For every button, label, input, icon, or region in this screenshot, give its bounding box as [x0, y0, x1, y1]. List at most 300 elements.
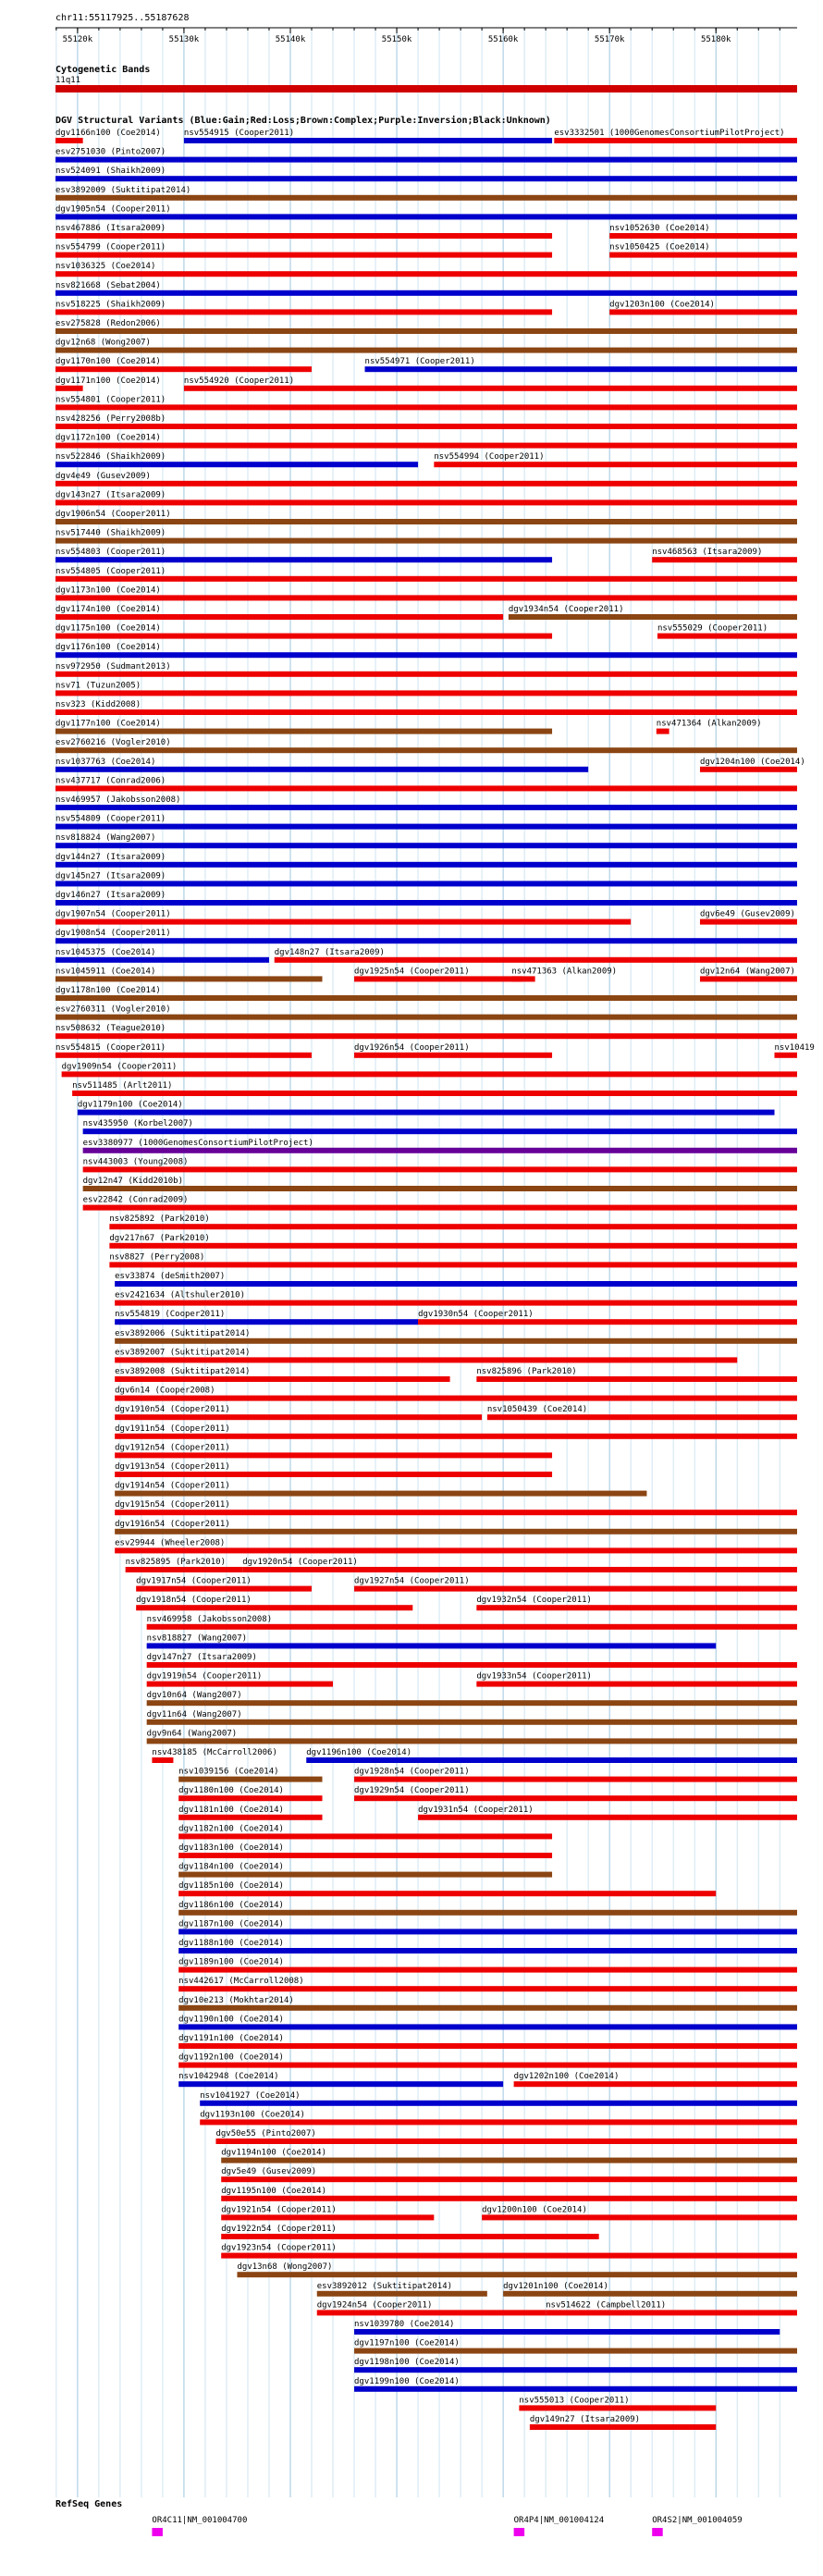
- variant-feature[interactable]: [178, 1996, 797, 2011]
- variant-bar[interactable]: [354, 2367, 797, 2373]
- variant-feature[interactable]: [147, 1653, 797, 1668]
- variant-feature[interactable]: [503, 2282, 797, 2297]
- variant-bar[interactable]: [136, 1605, 412, 1610]
- variant-feature[interactable]: [354, 1043, 552, 1058]
- variant-bar[interactable]: [115, 1472, 552, 1477]
- variant-bar[interactable]: [115, 1300, 797, 1306]
- variant-bar[interactable]: [221, 2253, 797, 2259]
- variant-bar[interactable]: [55, 919, 631, 925]
- variant-bar[interactable]: [55, 785, 797, 791]
- variant-feature[interactable]: [115, 1348, 737, 1362]
- variant-feature[interactable]: [178, 1843, 552, 1858]
- variant-bar[interactable]: [519, 2405, 716, 2410]
- variant-bar[interactable]: [178, 2081, 503, 2087]
- variant-feature[interactable]: [354, 1768, 797, 1782]
- variant-feature[interactable]: [78, 1101, 775, 1115]
- variant-bar[interactable]: [55, 499, 797, 505]
- variant-bar[interactable]: [55, 348, 797, 353]
- variant-bar[interactable]: [609, 309, 797, 314]
- variant-feature[interactable]: [72, 1081, 797, 1096]
- variant-feature[interactable]: [55, 510, 797, 524]
- variant-bar[interactable]: [554, 138, 797, 143]
- variant-feature[interactable]: [482, 2205, 797, 2220]
- variant-feature[interactable]: [178, 1863, 552, 1878]
- variant-feature[interactable]: [221, 2167, 797, 2182]
- variant-feature[interactable]: [55, 414, 797, 429]
- variant-bar[interactable]: [55, 366, 312, 372]
- variant-feature[interactable]: [609, 243, 797, 258]
- variant-feature[interactable]: [221, 2225, 598, 2239]
- variant-bar[interactable]: [55, 271, 797, 277]
- variant-feature[interactable]: [306, 1748, 797, 1763]
- variant-bar[interactable]: [200, 2119, 797, 2125]
- variant-feature[interactable]: [354, 2377, 797, 2392]
- variant-feature[interactable]: [178, 1977, 797, 1991]
- variant-bar[interactable]: [115, 1357, 737, 1362]
- variant-bar[interactable]: [178, 2024, 797, 2029]
- variant-feature[interactable]: [115, 1405, 482, 1420]
- variant-feature[interactable]: [55, 262, 797, 277]
- variant-bar[interactable]: [55, 519, 797, 524]
- variant-bar[interactable]: [609, 253, 797, 258]
- variant-feature[interactable]: [178, 1958, 797, 1973]
- gene-exon[interactable]: [514, 2528, 525, 2536]
- variant-feature[interactable]: [55, 738, 797, 753]
- variant-bar[interactable]: [109, 1224, 797, 1229]
- variant-bar[interactable]: [242, 1567, 797, 1572]
- variant-bar[interactable]: [147, 1738, 797, 1744]
- variant-bar[interactable]: [55, 557, 552, 562]
- variant-bar[interactable]: [476, 1605, 797, 1610]
- variant-feature[interactable]: [55, 129, 161, 143]
- variant-bar[interactable]: [418, 1815, 797, 1820]
- variant-feature[interactable]: [126, 1558, 243, 1572]
- variant-bar[interactable]: [147, 1719, 797, 1725]
- variant-feature[interactable]: [55, 720, 552, 734]
- variant-bar[interactable]: [55, 176, 797, 181]
- variant-bar[interactable]: [83, 1166, 797, 1172]
- variant-feature[interactable]: [55, 452, 418, 467]
- variant-feature[interactable]: [554, 129, 797, 143]
- variant-bar[interactable]: [83, 1148, 797, 1153]
- variant-bar[interactable]: [55, 233, 552, 239]
- variant-feature[interactable]: [55, 166, 797, 181]
- variant-bar[interactable]: [700, 976, 797, 981]
- variant-feature[interactable]: [514, 2072, 797, 2087]
- variant-feature[interactable]: [115, 1462, 552, 1477]
- variant-feature[interactable]: [55, 929, 797, 943]
- cytoband-bar[interactable]: [55, 85, 797, 92]
- variant-feature[interactable]: [55, 300, 552, 314]
- variant-feature[interactable]: [530, 2415, 716, 2430]
- variant-feature[interactable]: [184, 376, 797, 391]
- variant-feature[interactable]: [365, 357, 797, 372]
- variant-bar[interactable]: [509, 614, 797, 620]
- variant-feature[interactable]: [700, 758, 805, 772]
- variant-feature[interactable]: [55, 986, 797, 1001]
- variant-bar[interactable]: [546, 2310, 797, 2315]
- variant-bar[interactable]: [55, 634, 552, 639]
- refseq-gene[interactable]: [652, 2516, 743, 2536]
- variant-feature[interactable]: [178, 2053, 797, 2068]
- variant-feature[interactable]: [519, 2396, 716, 2410]
- variant-bar[interactable]: [55, 404, 797, 410]
- variant-bar[interactable]: [482, 2214, 797, 2220]
- variant-bar[interactable]: [55, 443, 797, 449]
- variant-bar[interactable]: [115, 1376, 449, 1382]
- variant-bar[interactable]: [275, 957, 797, 963]
- variant-feature[interactable]: [55, 585, 797, 600]
- variant-feature[interactable]: [55, 1024, 797, 1039]
- variant-feature[interactable]: [83, 1177, 797, 1191]
- variant-feature[interactable]: [55, 319, 797, 334]
- variant-bar[interactable]: [700, 919, 797, 925]
- variant-feature[interactable]: [55, 490, 797, 505]
- variant-feature[interactable]: [109, 1252, 797, 1267]
- variant-feature[interactable]: [178, 1881, 716, 1896]
- variant-feature[interactable]: [55, 967, 323, 981]
- variant-bar[interactable]: [178, 2005, 797, 2011]
- variant-feature[interactable]: [109, 1214, 797, 1229]
- variant-bar[interactable]: [178, 2043, 797, 2049]
- variant-bar[interactable]: [115, 1319, 418, 1325]
- variant-feature[interactable]: [354, 1786, 797, 1801]
- variant-bar[interactable]: [530, 2424, 716, 2430]
- variant-feature[interactable]: [275, 948, 797, 963]
- variant-feature[interactable]: [242, 1558, 797, 1572]
- variant-bar[interactable]: [354, 1795, 797, 1801]
- variant-bar[interactable]: [354, 976, 535, 981]
- variant-bar[interactable]: [178, 1967, 797, 1973]
- variant-bar[interactable]: [503, 2291, 797, 2297]
- variant-bar[interactable]: [354, 1586, 797, 1592]
- refseq-gene[interactable]: [152, 2516, 247, 2536]
- variant-bar[interactable]: [55, 462, 418, 467]
- variant-bar[interactable]: [55, 157, 797, 163]
- variant-bar[interactable]: [354, 2329, 780, 2335]
- variant-bar[interactable]: [55, 957, 269, 963]
- variant-feature[interactable]: [55, 833, 797, 848]
- variant-feature[interactable]: [55, 700, 797, 715]
- gene-exon[interactable]: [152, 2528, 163, 2536]
- variant-bar[interactable]: [609, 233, 797, 239]
- variant-feature[interactable]: [354, 1577, 797, 1592]
- variant-feature[interactable]: [55, 567, 797, 582]
- variant-bar[interactable]: [55, 576, 797, 582]
- variant-bar[interactable]: [55, 900, 797, 906]
- variant-bar[interactable]: [55, 253, 552, 258]
- variant-bar[interactable]: [55, 214, 797, 219]
- variant-feature[interactable]: [115, 1310, 418, 1325]
- variant-bar[interactable]: [83, 1205, 797, 1211]
- variant-feature[interactable]: [55, 910, 631, 925]
- variant-bar[interactable]: [221, 2196, 797, 2201]
- variant-bar[interactable]: [178, 1891, 716, 1896]
- variant-bar[interactable]: [178, 2063, 797, 2068]
- variant-feature[interactable]: [775, 1043, 815, 1058]
- variant-bar[interactable]: [55, 824, 797, 830]
- variant-feature[interactable]: [55, 795, 797, 810]
- variant-feature[interactable]: [221, 2187, 797, 2201]
- variant-bar[interactable]: [55, 614, 503, 620]
- variant-feature[interactable]: [609, 224, 797, 239]
- variant-bar[interactable]: [55, 1015, 797, 1020]
- variant-bar[interactable]: [115, 1434, 797, 1439]
- variant-feature[interactable]: [55, 529, 797, 544]
- variant-bar[interactable]: [178, 1853, 552, 1858]
- variant-bar[interactable]: [178, 1833, 552, 1839]
- variant-bar[interactable]: [109, 1262, 797, 1267]
- variant-bar[interactable]: [115, 1396, 797, 1401]
- variant-feature[interactable]: [55, 281, 797, 296]
- variant-bar[interactable]: [55, 386, 83, 391]
- variant-bar[interactable]: [476, 1682, 797, 1687]
- variant-bar[interactable]: [514, 2081, 797, 2087]
- variant-feature[interactable]: [83, 1196, 797, 1211]
- variant-bar[interactable]: [317, 2291, 487, 2297]
- variant-bar[interactable]: [115, 1510, 797, 1515]
- variant-feature[interactable]: [178, 1901, 797, 1916]
- variant-feature[interactable]: [546, 2300, 797, 2315]
- variant-feature[interactable]: [147, 1615, 797, 1630]
- variant-bar[interactable]: [115, 1338, 797, 1344]
- variant-bar[interactable]: [55, 538, 797, 544]
- variant-bar[interactable]: [434, 462, 797, 467]
- variant-feature[interactable]: [700, 910, 797, 925]
- variant-bar[interactable]: [55, 690, 797, 696]
- variant-bar[interactable]: [55, 481, 797, 487]
- variant-bar[interactable]: [511, 976, 522, 981]
- variant-feature[interactable]: [354, 967, 535, 981]
- variant-feature[interactable]: [200, 2091, 797, 2106]
- variant-feature[interactable]: [147, 1672, 333, 1687]
- variant-feature[interactable]: [178, 1806, 322, 1820]
- variant-bar[interactable]: [178, 1872, 552, 1878]
- variant-feature[interactable]: [55, 891, 797, 906]
- variant-bar[interactable]: [55, 805, 797, 810]
- variant-bar[interactable]: [221, 2234, 598, 2239]
- variant-feature[interactable]: [55, 871, 797, 886]
- variant-bar[interactable]: [221, 2214, 434, 2220]
- variant-feature[interactable]: [136, 1596, 412, 1610]
- variant-feature[interactable]: [55, 186, 797, 201]
- variant-bar[interactable]: [55, 747, 797, 753]
- variant-feature[interactable]: [115, 1443, 552, 1458]
- variant-bar[interactable]: [365, 366, 797, 372]
- variant-bar[interactable]: [487, 1414, 797, 1420]
- variant-feature[interactable]: [152, 1748, 276, 1763]
- variant-bar[interactable]: [147, 1682, 333, 1687]
- variant-bar[interactable]: [178, 1910, 797, 1916]
- variant-bar[interactable]: [184, 138, 552, 143]
- variant-bar[interactable]: [83, 1128, 797, 1134]
- variant-feature[interactable]: [178, 1768, 322, 1782]
- variant-bar[interactable]: [55, 1053, 312, 1058]
- variant-feature[interactable]: [83, 1139, 797, 1153]
- variant-bar[interactable]: [775, 1053, 797, 1058]
- variant-bar[interactable]: [178, 1815, 322, 1820]
- variant-feature[interactable]: [221, 2244, 797, 2259]
- variant-bar[interactable]: [55, 1033, 797, 1039]
- variant-bar[interactable]: [55, 595, 797, 600]
- variant-feature[interactable]: [55, 853, 797, 868]
- variant-bar[interactable]: [55, 862, 797, 868]
- variant-feature[interactable]: [55, 776, 797, 791]
- variant-feature[interactable]: [147, 1691, 797, 1706]
- variant-bar[interactable]: [221, 2158, 797, 2163]
- variant-bar[interactable]: [55, 672, 797, 677]
- variant-feature[interactable]: [178, 1786, 322, 1801]
- variant-bar[interactable]: [652, 557, 797, 562]
- variant-feature[interactable]: [136, 1577, 312, 1592]
- variant-bar[interactable]: [55, 976, 323, 981]
- variant-feature[interactable]: [55, 605, 503, 620]
- variant-bar[interactable]: [62, 1071, 797, 1077]
- variant-bar[interactable]: [55, 290, 797, 296]
- variant-feature[interactable]: [55, 662, 797, 677]
- variant-feature[interactable]: [83, 1157, 797, 1172]
- variant-feature[interactable]: [55, 681, 797, 696]
- variant-bar[interactable]: [147, 1643, 717, 1648]
- variant-bar[interactable]: [184, 386, 797, 391]
- variant-feature[interactable]: [418, 1806, 797, 1820]
- variant-feature[interactable]: [221, 2205, 434, 2220]
- variant-bar[interactable]: [152, 1757, 173, 1763]
- variant-feature[interactable]: [652, 548, 797, 562]
- variant-feature[interactable]: [55, 643, 797, 658]
- variant-bar[interactable]: [55, 767, 588, 772]
- variant-feature[interactable]: [147, 1729, 797, 1744]
- variant-bar[interactable]: [200, 2101, 797, 2106]
- variant-feature[interactable]: [55, 395, 797, 410]
- variant-feature[interactable]: [657, 624, 797, 639]
- refseq-gene[interactable]: [514, 2516, 605, 2536]
- variant-bar[interactable]: [178, 1929, 797, 1934]
- variant-feature[interactable]: [115, 1367, 449, 1382]
- variant-bar[interactable]: [178, 1986, 797, 1991]
- variant-bar[interactable]: [115, 1547, 797, 1553]
- variant-bar[interactable]: [115, 1529, 797, 1535]
- variant-bar[interactable]: [115, 1414, 482, 1420]
- variant-feature[interactable]: [83, 1119, 797, 1134]
- variant-bar[interactable]: [126, 1567, 243, 1572]
- variant-bar[interactable]: [657, 634, 797, 639]
- variant-feature[interactable]: [476, 1367, 797, 1382]
- variant-feature[interactable]: [215, 2129, 797, 2144]
- variant-bar[interactable]: [55, 652, 797, 658]
- variant-bar[interactable]: [55, 709, 797, 715]
- variant-bar[interactable]: [136, 1586, 312, 1592]
- variant-bar[interactable]: [115, 1452, 552, 1458]
- variant-feature[interactable]: [55, 815, 797, 830]
- variant-feature[interactable]: [55, 148, 797, 163]
- variant-feature[interactable]: [657, 720, 762, 734]
- variant-feature[interactable]: [317, 2282, 487, 2297]
- variant-feature[interactable]: [354, 2339, 797, 2354]
- variant-feature[interactable]: [317, 2300, 546, 2315]
- variant-feature[interactable]: [55, 339, 797, 353]
- variant-bar[interactable]: [55, 843, 797, 848]
- variant-bar[interactable]: [354, 2386, 797, 2392]
- variant-bar[interactable]: [55, 938, 797, 943]
- variant-bar[interactable]: [354, 1053, 552, 1058]
- variant-bar[interactable]: [354, 2348, 797, 2354]
- variant-bar[interactable]: [317, 2310, 546, 2315]
- variant-feature[interactable]: [418, 1310, 797, 1325]
- variant-bar[interactable]: [83, 1186, 797, 1191]
- variant-feature[interactable]: [509, 605, 797, 620]
- variant-bar[interactable]: [657, 729, 669, 734]
- variant-bar[interactable]: [55, 424, 797, 429]
- variant-feature[interactable]: [178, 2015, 797, 2029]
- variant-feature[interactable]: [609, 300, 797, 314]
- variant-bar[interactable]: [237, 2272, 797, 2277]
- variant-feature[interactable]: [55, 548, 552, 562]
- variant-bar[interactable]: [476, 1376, 797, 1382]
- variant-bar[interactable]: [55, 995, 797, 1001]
- variant-bar[interactable]: [306, 1757, 797, 1763]
- variant-feature[interactable]: [487, 1405, 797, 1420]
- variant-feature[interactable]: [700, 967, 797, 981]
- variant-feature[interactable]: [55, 1005, 797, 1020]
- variant-bar[interactable]: [147, 1624, 797, 1630]
- variant-feature[interactable]: [55, 224, 552, 239]
- variant-bar[interactable]: [55, 729, 552, 734]
- variant-feature[interactable]: [178, 1939, 797, 1954]
- variant-bar[interactable]: [147, 1662, 797, 1668]
- variant-feature[interactable]: [178, 2072, 503, 2087]
- variant-bar[interactable]: [354, 1777, 797, 1782]
- variant-feature[interactable]: [476, 1596, 797, 1610]
- variant-bar[interactable]: [55, 881, 797, 886]
- variant-bar[interactable]: [115, 1491, 646, 1497]
- variant-feature[interactable]: [434, 452, 797, 467]
- variant-bar[interactable]: [221, 2176, 797, 2182]
- variant-bar[interactable]: [215, 2138, 797, 2144]
- variant-feature[interactable]: [178, 1919, 797, 1934]
- variant-feature[interactable]: [221, 2149, 797, 2163]
- variant-feature[interactable]: [62, 1062, 797, 1077]
- variant-bar[interactable]: [178, 1948, 797, 1954]
- variant-bar[interactable]: [78, 1110, 775, 1115]
- variant-feature[interactable]: [184, 129, 552, 143]
- variant-feature[interactable]: [55, 758, 588, 772]
- variant-feature[interactable]: [55, 434, 797, 449]
- variant-bar[interactable]: [109, 1243, 797, 1249]
- variant-feature[interactable]: [237, 2262, 797, 2277]
- variant-feature[interactable]: [55, 204, 797, 219]
- variant-feature[interactable]: [178, 1824, 552, 1839]
- variant-bar[interactable]: [55, 309, 552, 314]
- variant-bar[interactable]: [55, 138, 83, 143]
- variant-feature[interactable]: [55, 243, 552, 258]
- variant-feature[interactable]: [354, 2358, 797, 2373]
- variant-bar[interactable]: [115, 1281, 797, 1287]
- gene-exon[interactable]: [652, 2528, 663, 2536]
- variant-bar[interactable]: [55, 328, 797, 334]
- variant-bar[interactable]: [178, 1795, 322, 1801]
- variant-feature[interactable]: [200, 2110, 797, 2125]
- variant-bar[interactable]: [178, 1777, 322, 1782]
- variant-feature[interactable]: [109, 1234, 797, 1249]
- variant-feature[interactable]: [147, 1710, 797, 1725]
- variant-feature[interactable]: [55, 376, 161, 391]
- variant-feature[interactable]: [476, 1672, 797, 1687]
- variant-bar[interactable]: [418, 1319, 797, 1325]
- variant-feature[interactable]: [178, 2034, 797, 2049]
- variant-feature[interactable]: [55, 472, 797, 487]
- variant-feature[interactable]: [55, 624, 552, 639]
